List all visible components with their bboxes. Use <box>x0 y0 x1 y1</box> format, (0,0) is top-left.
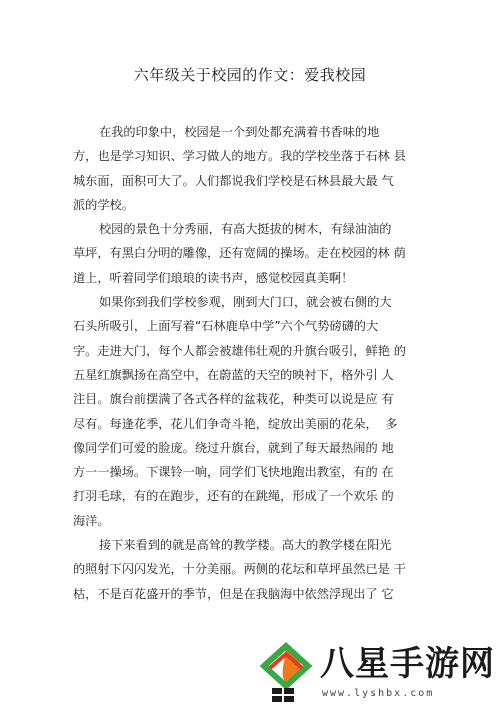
paragraph-line: 石头所吸引，上面写着“石林鹿阜中学”六个气势磅礴的大 <box>73 319 379 334</box>
paragraph-line: 如果你到我们学校参观，刚到大门口，就会被右侧的大 <box>99 295 392 310</box>
paragraph-line: 枯，不是百花盛开的季节，但是在我脑海中依然浮现出了 它 <box>73 586 394 601</box>
paragraph-line: 草坪，有黑白分明的雕像，还有宽阔的操场。走在校园的林 荫 <box>73 246 406 261</box>
document-title: 六年级关于校园的作文：爱我校园 <box>133 66 367 84</box>
paragraph-line: 尽有。每逢花季，花儿们争奇斗艳，绽放出美丽的花朵， 多 <box>73 416 398 431</box>
watermark-site-name: 八星手游网 <box>320 644 495 684</box>
paragraph-line: 像同学们可爱的脸庞。绕过升旗台，就到了每天最热闹的 地 <box>73 440 394 455</box>
paragraph-line: 道上，听着同学们琅琅的读书声，感觉校园真美啊！ <box>73 270 354 285</box>
paragraph-line: 接下来看到的就是高耸的教学楼。高大的教学楼在阳光 <box>99 538 392 553</box>
paragraph-line: 派的学校。 <box>73 197 134 212</box>
watermark-url: www.lyshbx.com <box>322 688 435 699</box>
paragraph-line: 方，也是学习知识、学习做人的地方。我的学校坐落于石林 县 <box>73 149 406 164</box>
leaf-diamond-logo-icon <box>256 640 318 706</box>
paragraph-line: 字。走进大门，每个人都会被雄伟壮观的升旗台吸引，鲜艳 的 <box>73 343 406 358</box>
paragraph-line: 城东面，面积可大了。人们都说我们学校是石林县最大最 气 <box>73 173 394 188</box>
paragraph-line: 方一一操场。下课铃一响，同学们飞快地跑出教室，有的 在 <box>73 465 394 480</box>
document-body <box>73 120 406 606</box>
site-watermark <box>256 640 500 708</box>
paragraph-line: 校园的景色十分秀丽，有高大挺拔的树木，有绿油油的 <box>99 222 392 237</box>
paragraph-line: 在我的印象中，校园是一个到处都充满着书香味的地 <box>99 125 380 139</box>
paragraph-line: 海洋。 <box>73 513 110 528</box>
paragraph-line: 五星红旗飘扬在高空中，在蔚蓝的天空的映衬下，格外引 人 <box>73 367 394 382</box>
paragraph-line: 注目。旗台前摆满了各式各样的盆栽花，种类可以说是应 有 <box>73 392 394 407</box>
paragraph-line: 打羽毛球，有的在跑步，还有的在跳绳，形成了一个欢乐 的 <box>73 489 394 504</box>
paragraph-line: 的照射下闪闪发光，十分美丽。两侧的花坛和草坪虽然已是 干 <box>73 562 406 577</box>
